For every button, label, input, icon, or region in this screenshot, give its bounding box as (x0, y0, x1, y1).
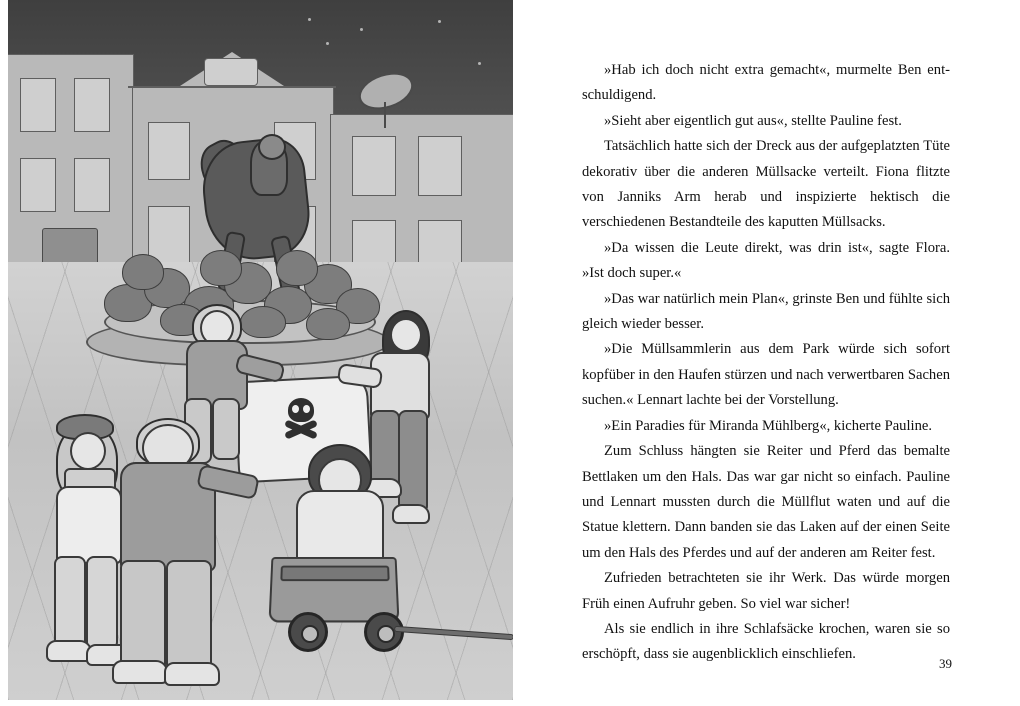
window (74, 78, 110, 132)
dish-mast (384, 102, 386, 128)
leg (120, 560, 166, 672)
paragraph: »Die Müllsammlerin aus dem Park würde sich sofort kopfüber in den Haufen stürzen und nach verwertbaren Sachen suchen.« Lennart lachte bei der Vorstellung. (582, 341, 950, 409)
cart-rim (280, 566, 389, 581)
paragraph: Als sie endlich in ihre Schlafsäcke krochen, waren sie so erschöpft, dass sie augenblicklich einschliefen. (582, 620, 950, 663)
leg (370, 410, 400, 488)
paragraph: »Da wissen die Leute direkt, was drin ist«, sagte Flora. »Ist doch super.« (582, 239, 950, 282)
wheel-hub (377, 625, 395, 643)
skull-eye (303, 405, 310, 413)
window (20, 158, 56, 212)
satellite-dish-icon (354, 66, 418, 116)
shoe (112, 660, 168, 684)
head (390, 318, 422, 352)
garbage-bag (240, 306, 286, 338)
star-icon (438, 20, 441, 23)
garbage-bag-pile (100, 248, 378, 326)
window (148, 122, 190, 180)
skull-icon (288, 398, 314, 422)
text-page (520, 0, 1020, 706)
window (418, 136, 462, 196)
paragraph: »Ein Paradies für Miranda Mühlberg«, kicherte Pauline. (604, 417, 933, 434)
star-icon (308, 18, 311, 21)
leg (166, 560, 212, 672)
paragraph: »Hab ich doch nicht extra gemacht«, murmelte Ben entschuldigend. (582, 62, 950, 104)
garbage-bag (276, 250, 318, 286)
wheel-hub (301, 625, 319, 643)
window (74, 158, 110, 212)
paragraph: Zum Schluss hängten sie Reiter und Pferd das bemalte Bettlaken um den Hals. Das war gar nicht so einfach. Pauline und Lennart mussten durch die Müllflut waten und auf die Statue klettern. Dann banden sie das Laken auf der einen Seite um den Hals des Pferdes und auf der anderen am Reiter fest. (582, 443, 950, 561)
paragraph: Zufrieden betrachteten sie ihr Werk. Das würde morgen Früh einen Aufruhr geben. So viel war sicher! (582, 570, 950, 612)
leg (398, 410, 428, 514)
relief-panel (204, 58, 258, 86)
cornice (128, 86, 336, 88)
garbage-bag (122, 254, 164, 290)
leg (54, 556, 86, 650)
illustration-frame (8, 0, 513, 700)
shoe (164, 662, 220, 686)
body-text-column (582, 58, 950, 668)
statue-rider-head (258, 134, 286, 160)
window (352, 136, 396, 196)
page-number: 39 (939, 656, 952, 671)
garbage-bag (200, 250, 242, 286)
leg (86, 556, 118, 650)
window (20, 78, 56, 132)
head (70, 432, 106, 470)
cart-wheel (288, 612, 328, 652)
paragraph: »Sieht aber eigentlich gut aus«, stellte Pauline fest. (604, 112, 902, 129)
paragraph: Tatsächlich hatte sich der Dreck aus der aufgeplatzten Tüte dekorativ über die anderen Müllsacke verteilt. Fiona flitzte von Janniks Arm herab und inspizierte hektisch die verschiedenen Bestandteile des kaputten Müllsacks. (582, 138, 950, 231)
skull-eye (292, 405, 299, 413)
garbage-bag (306, 308, 350, 340)
leg (212, 398, 240, 460)
torso (56, 486, 122, 564)
paragraph: »Das war natürlich mein Plan«, grinste Ben und fühlte sich gleich wieder besser. (582, 290, 950, 333)
shoe (392, 504, 430, 524)
